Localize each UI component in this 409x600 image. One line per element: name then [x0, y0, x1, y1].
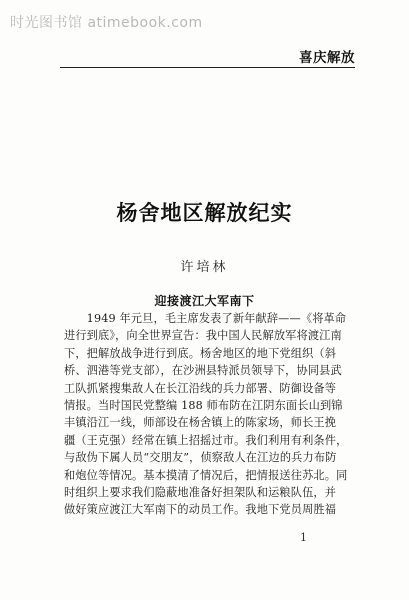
body-line: 时组织上要求我们隐蔽地准备好担架队和运粮队伍，并 — [64, 485, 337, 499]
body-line: 桥、泗港等党支部），在沙洲县特派员领导下，协同县武 — [64, 364, 342, 378]
header-rule — [60, 67, 355, 68]
watermark-text: 时光图书馆 atimebook.com — [10, 15, 203, 31]
body-line: 工队抓紧搜集敌人在长江沿线的兵力部署、防御设备等 — [64, 381, 337, 395]
body-text — [64, 310, 358, 519]
page-number: 1 — [300, 531, 307, 544]
body-line: 1949 年元旦，毛主席发表了新年献辞——《将革命 — [64, 312, 347, 325]
body-line: 做好策应渡江大军南下的动员工作。我地下党员周胜福 — [64, 503, 337, 517]
article-title: 杨舍地区解放纪实 — [116, 201, 293, 225]
body-line: 下，把解放战争进行到底。杨舍地区的地下党组织（斜 — [64, 346, 337, 360]
body-line: 和炮位等情况。基本摸清了情况后，把情报送往苏北。同 — [64, 468, 348, 482]
section-heading: 迎接渡江大军南下 — [154, 294, 255, 308]
body-line: 丰镇沿江一线，师部设在杨舍镇上的陈家场，师长王挽 — [64, 416, 337, 430]
body-line: 情报。当时国民党整编 188 师布防在江阴东面长山到锦 — [64, 398, 343, 412]
body-line: 与敌伪下属人员“交朋友”，侦察敌人在江边的兵力布防 — [64, 451, 337, 465]
body-line: 疆（王克强）经常在镇上招摇过市。我们利用有利条件， — [64, 433, 348, 447]
article-author: 许培林 — [180, 260, 229, 275]
body-line: 进行到底》，向全世界宣告：我中国人民解放军将渡江南 — [64, 329, 342, 343]
running-header-title: 喜庆解放 — [299, 50, 355, 66]
